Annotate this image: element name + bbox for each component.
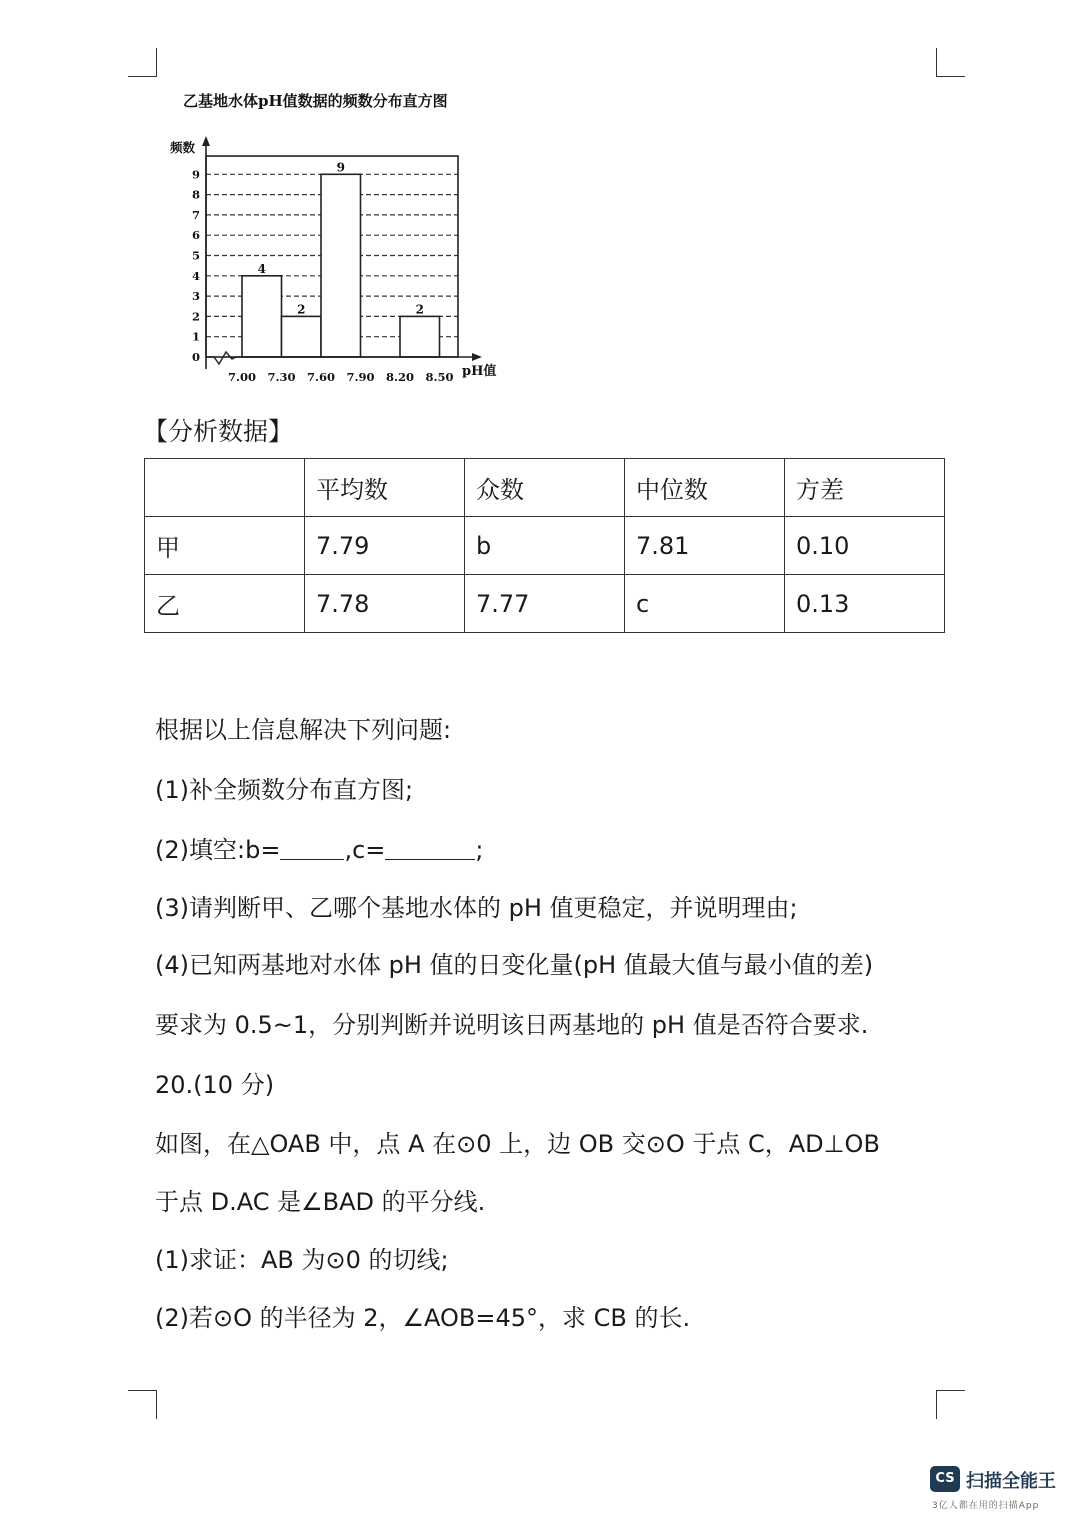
- problem-20-question-1: (1)求证：AB 为⊙0 的切线;: [155, 1246, 449, 1274]
- table-cell: 方差: [785, 459, 945, 517]
- table-header-row: [145, 459, 945, 517]
- q2-prefix: (2)填空:b=: [155, 836, 281, 864]
- x-tick-label: 7.60: [306, 370, 336, 384]
- y-tick-label: 2: [191, 309, 200, 324]
- y-tick-label: 9: [191, 167, 200, 182]
- crop-mark-top-right: [936, 48, 965, 77]
- problem-20-line-2: 于点 D.AC 是∠BAD 的平分线.: [155, 1188, 486, 1216]
- y-tick-label: 5: [191, 248, 200, 263]
- table-cell: b: [465, 517, 625, 575]
- y-axis-arrow: [202, 136, 210, 146]
- table-cell: 众数: [465, 459, 625, 517]
- watermark-tagline: 3亿人都在用的扫描App: [932, 1501, 1040, 1511]
- crop-mark-top-left: [128, 48, 157, 77]
- bar-value-label: 2: [415, 302, 424, 317]
- histogram-bar: [242, 276, 282, 357]
- problem-20-question-2: (2)若⊙O 的半径为 2，∠AOB=45°，求 CB 的长.: [155, 1304, 691, 1332]
- q2-mid: ,c=: [344, 836, 386, 864]
- table-cell: 甲: [145, 517, 305, 575]
- x-axis-break: [206, 352, 236, 364]
- y-tick-label: 6: [191, 228, 200, 243]
- section-heading: 【分析数据】: [143, 417, 294, 446]
- table-cell: 中位数: [625, 459, 785, 517]
- histogram-bar: [400, 316, 440, 357]
- crop-mark-bottom-right: [936, 1390, 965, 1419]
- table-cell: 0.13: [785, 575, 945, 633]
- table-cell: 7.81: [625, 517, 785, 575]
- x-tick-label: 7.30: [267, 370, 296, 384]
- table-row: [145, 575, 945, 633]
- y-tick-label: 4: [191, 268, 200, 283]
- question-4-line-2: 要求为 0.5~1，分别判断并说明该日两基地的 pH 值是否符合要求.: [155, 1011, 869, 1039]
- problem-20-line-1: 如图，在△OAB 中，点 A 在⊙0 上，边 OB 交⊙O 于点 C，AD⊥OB: [155, 1130, 880, 1158]
- y-tick-label: 3: [191, 289, 200, 304]
- x-tick-label: 7.90: [346, 370, 375, 384]
- histogram-bar: [321, 174, 361, 357]
- y-tick-label: 7: [191, 207, 200, 222]
- q2-suffix: ;: [475, 836, 484, 864]
- x-tick-label: 7.00: [227, 370, 257, 384]
- table-row: [145, 517, 945, 575]
- x-axis-arrow: [472, 353, 482, 361]
- histogram-chart: [160, 130, 510, 390]
- table-cell: 7.79: [305, 517, 465, 575]
- x-tick-label: 8.20: [385, 370, 415, 384]
- problem-20-heading: 20.(10 分): [155, 1071, 275, 1099]
- table-cell: c: [625, 575, 785, 633]
- chart-bars: [242, 174, 440, 357]
- table-cell: 乙: [145, 575, 305, 633]
- bar-value-label: 2: [297, 302, 306, 317]
- blank-b: [280, 837, 344, 860]
- question-4-line-1: (4)已知两基地对水体 pH 值的日变化量(pH 值最大值与最小值的差): [155, 951, 874, 979]
- question-2: [155, 830, 483, 865]
- table-cell: 0.10: [785, 517, 945, 575]
- bar-value-label: 4: [257, 261, 266, 276]
- question-3: (3)请判断甲、乙哪个基地水体的 pH 值更稳定，并说明理由;: [155, 894, 798, 922]
- bar-value-label: 9: [336, 160, 345, 175]
- question-1: (1)补全频数分布直方图;: [155, 776, 414, 804]
- blank-c: [385, 837, 475, 860]
- crop-mark-bottom-left: [128, 1390, 157, 1419]
- x-tick-label: 8.50: [425, 370, 454, 384]
- x-axis-label: pH值: [462, 364, 497, 379]
- table-cell: 平均数: [305, 459, 465, 517]
- table-cell: [145, 459, 305, 517]
- table-cell: 7.78: [305, 575, 465, 633]
- histogram-bar: [282, 316, 322, 357]
- y-tick-label: 1: [191, 329, 200, 344]
- table-cell: 7.77: [465, 575, 625, 633]
- y-tick-label: 0: [191, 350, 200, 364]
- intro-text: 根据以上信息解决下列问题:: [155, 716, 452, 744]
- watermark-name: 扫描全能王: [966, 1471, 1056, 1492]
- y-axis-label: 频数: [170, 140, 196, 155]
- y-tick-label: 8: [191, 187, 200, 202]
- chart-title: 乙基地水体pH值数据的频数分布直方图: [183, 92, 448, 110]
- analysis-table: [144, 458, 945, 633]
- watermark-logo: CS: [930, 1466, 960, 1492]
